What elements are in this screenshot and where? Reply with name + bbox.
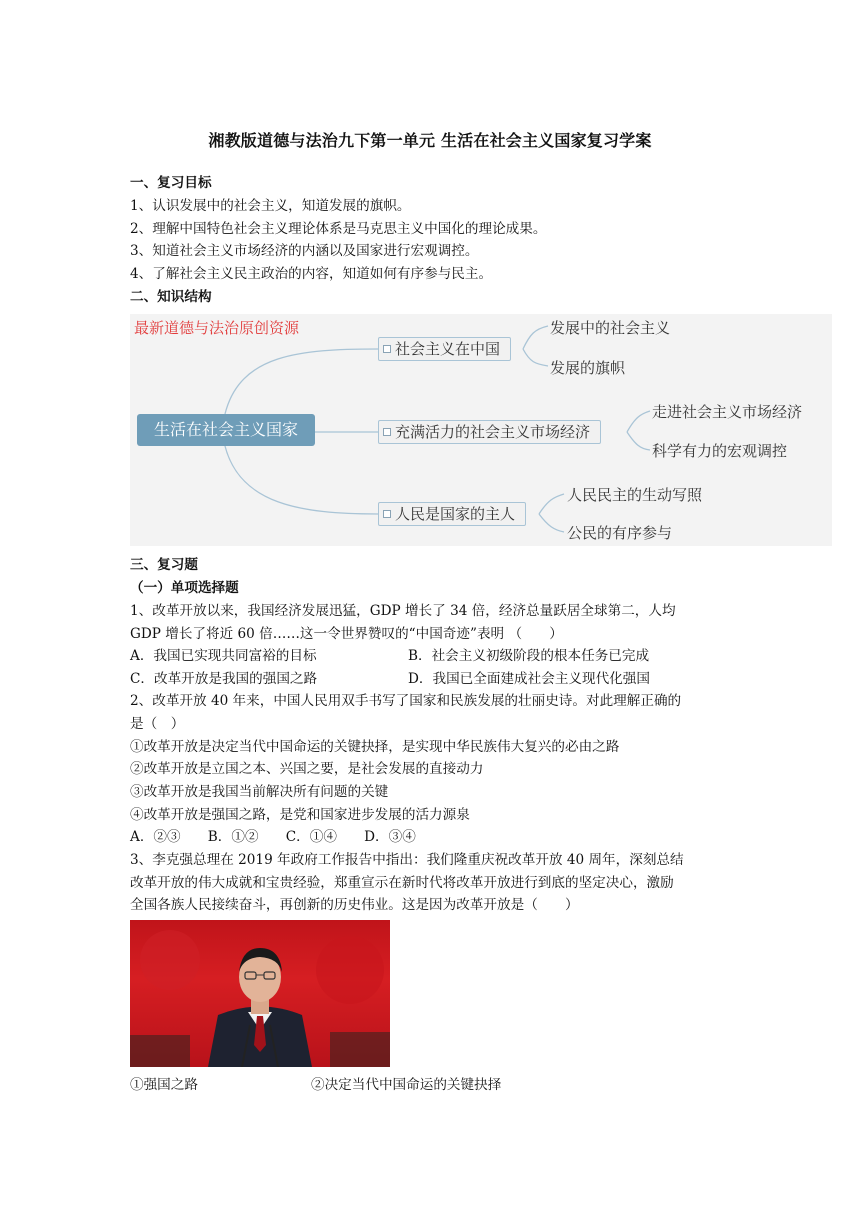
mindmap-branch-node xyxy=(378,337,511,361)
mindmap-branch-label: 人民是国家的主人 xyxy=(395,505,516,523)
mindmap-branch-node xyxy=(378,502,526,526)
question-2-options: A．②③ B．①② C．①④ D．③④ xyxy=(130,829,416,845)
question-2-statement: ③改革开放是我国当前解决所有问题的关键 xyxy=(130,784,389,800)
mindmap-leaf: 走进社会主义市场经济 xyxy=(652,403,803,421)
mindmap-leaf: 发展中的社会主义 xyxy=(550,319,671,337)
question-1-option-c: C．改革开放是我国的强国之路 xyxy=(130,671,318,687)
speaker-photo xyxy=(130,920,390,1067)
question-2-statement: ①改革开放是决定当代中国命运的关键抉择，是实现中华民族伟大复兴的必由之路 xyxy=(130,739,620,755)
question-2-text: 是（ ） xyxy=(130,716,185,732)
question-2-statement: ②改革开放是立国之本、兴国之要，是社会发展的直接动力 xyxy=(130,761,484,777)
mindmap-leaf: 公民的有序参与 xyxy=(567,524,673,542)
mindmap-branch-label: 充满活力的社会主义市场经济 xyxy=(395,423,591,441)
goal-item: 3、知道社会主义市场经济的内涵以及国家进行宏观调控。 xyxy=(130,243,479,259)
collapse-marker-icon xyxy=(383,428,391,436)
mindmap-leaf: 人民民主的生动写照 xyxy=(567,486,703,504)
goal-item: 4、了解社会主义民主政治的内容，知道如何有序参与民主。 xyxy=(130,266,493,282)
goal-item: 1、认识发展中的社会主义，知道发展的旗帜。 xyxy=(130,198,411,214)
question-1-option-d: D．我国已全面建成社会主义现代化强国 xyxy=(408,671,650,687)
question-3-statement: ①强国之路 xyxy=(130,1077,198,1093)
goal-item: 2、理解中国特色社会主义理论体系是马克思主义中国化的理论成果。 xyxy=(130,221,547,237)
collapse-marker-icon xyxy=(383,345,391,353)
speaker-photo-illustration xyxy=(130,920,390,1067)
question-1-text: 1、改革开放以来，我国经济发展迅猛，GDP 增长了 34 倍，经济总量跃居全球第二，人均 xyxy=(130,603,676,619)
collapse-marker-icon xyxy=(383,510,391,518)
question-3-text: 全国各族人民接续奋斗，再创新的历史伟业。这是因为改革开放是（ ） xyxy=(130,897,579,913)
document-title: 湘教版道德与法治九下第一单元 生活在社会主义国家复习学案 xyxy=(208,131,652,150)
section-heading-review: 三、复习题 xyxy=(130,557,198,573)
question-2-statement: ④改革开放是强国之路，是党和国家进步发展的活力源泉 xyxy=(130,807,470,823)
knowledge-mindmap xyxy=(130,314,832,546)
mindmap-watermark: 最新道德与法治原创资源 xyxy=(134,319,300,337)
question-3-text: 改革开放的伟大成就和宝贵经验，郑重宣示在新时代将改革开放进行到底的坚定决心，激励 xyxy=(130,875,674,891)
mindmap-root-node: 生活在社会主义国家 xyxy=(137,414,315,446)
mindmap-branch-node xyxy=(378,420,601,444)
question-3-statement: ②决定当代中国命运的关键抉择 xyxy=(311,1077,502,1093)
question-1-text: GDP 增长了将近 60 倍……这一令世界赞叹的“中国奇迹”表明 （ ） xyxy=(130,626,563,642)
mindmap-leaf: 发展的旗帜 xyxy=(550,359,626,377)
question-1-option-b: B．社会主义初级阶段的根本任务已完成 xyxy=(408,648,650,664)
question-3-text: 3、李克强总理在 2019 年政府工作报告中指出：我们隆重庆祝改革开放 40 周年，深刻总结 xyxy=(130,852,684,868)
question-1-option-a: A．我国已实现共同富裕的目标 xyxy=(130,648,317,664)
section-heading-goals: 一、复习目标 xyxy=(130,175,212,191)
subsection-heading-single-choice: （一）单项选择题 xyxy=(130,580,239,596)
question-2-text: 2、改革开放 40 年来，中国人民用双手书写了国家和民族发展的壮丽史诗。对此理解正确的 xyxy=(130,693,682,709)
mindmap-branch-label: 社会主义在中国 xyxy=(395,340,501,358)
section-heading-structure: 二、知识结构 xyxy=(130,289,212,305)
mindmap-leaf: 科学有力的宏观调控 xyxy=(652,442,788,460)
